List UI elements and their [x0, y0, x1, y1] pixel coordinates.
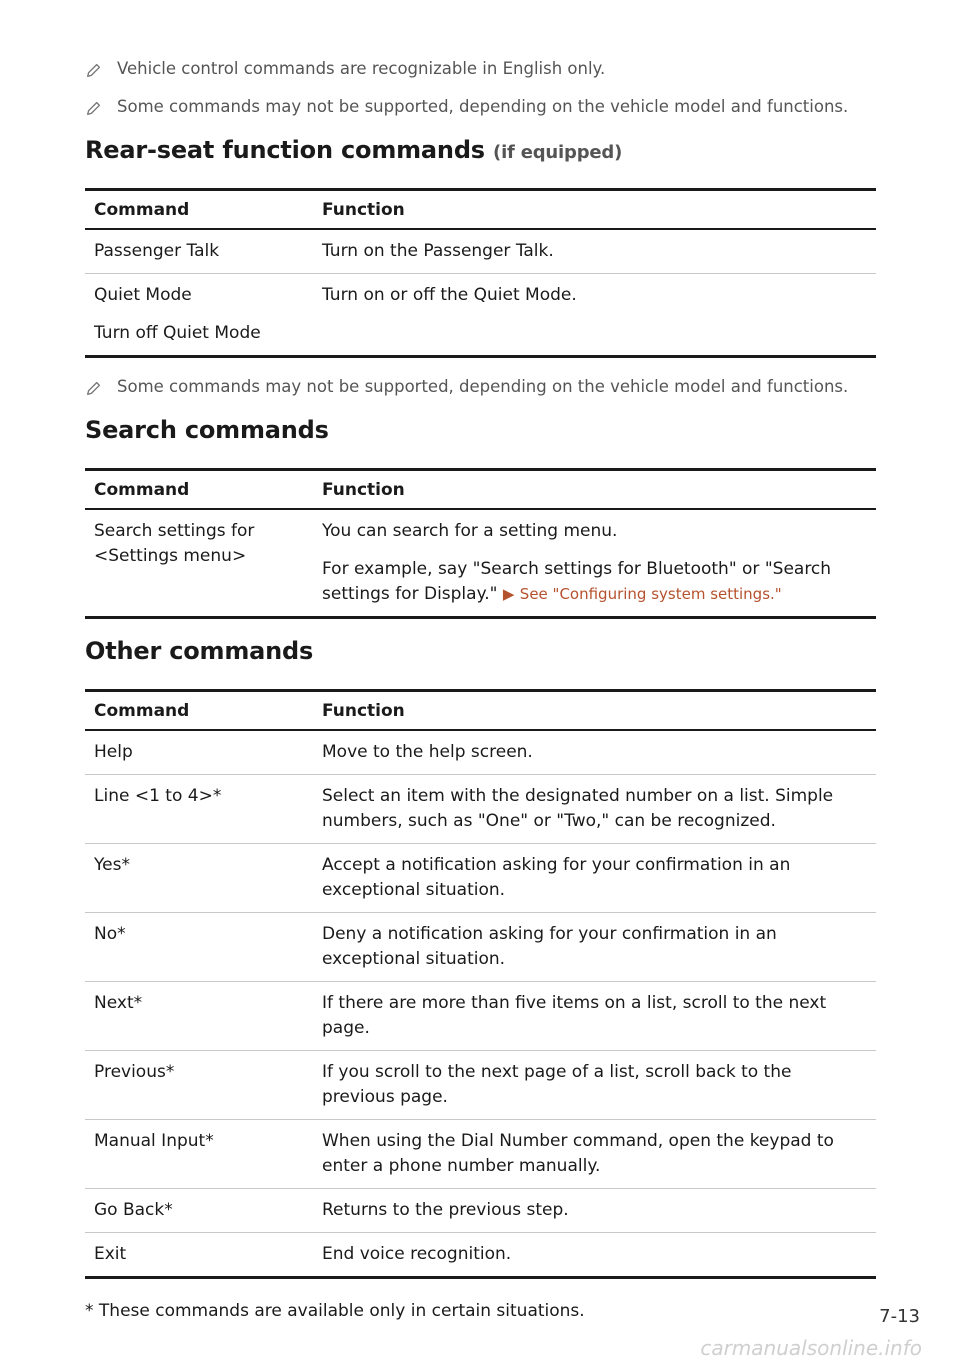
- header-command: Command: [85, 190, 313, 230]
- header-command: Command: [85, 470, 313, 510]
- function-cell: Move to the help screen.: [313, 730, 876, 775]
- example-text: For example, say "Search settings for Bluetooth" or "Search settings for Display.": [322, 559, 832, 604]
- command-cell: Go Back*: [85, 1189, 313, 1233]
- function-cell: If there are more than five items on a list, scroll to the next page.: [313, 982, 876, 1051]
- command-cell: Yes*: [85, 844, 313, 913]
- note: [85, 96, 876, 118]
- command-cell: Next*: [85, 982, 313, 1051]
- note: [85, 58, 876, 80]
- note-text: Some commands may not be supported, depending on the vehicle model and functions.: [117, 377, 849, 396]
- function-cell: Select an item with the designated number on a list. Simple numbers, such as "One" or "Two," can be recognized.: [313, 775, 876, 844]
- footnote: * These commands are available only in certain situations.: [85, 1301, 585, 1321]
- command-cell: Manual Input*: [85, 1120, 313, 1189]
- section-title-other: [85, 637, 876, 665]
- header-function: Function: [313, 470, 876, 510]
- watermark: carmanualsonline.info: [700, 1336, 922, 1360]
- note-text: Vehicle control commands are recognizable in English only.: [117, 59, 606, 78]
- note-text: Some commands may not be supported, depending on the vehicle model and functions.: [117, 97, 849, 116]
- pencil-note-icon: [85, 376, 117, 397]
- command-cell: Help: [85, 730, 313, 775]
- section-subtitle: (if equipped): [493, 142, 623, 163]
- page-content: [85, 58, 876, 1321]
- table-row: [85, 509, 876, 618]
- command-text: Quiet Mode: [94, 285, 192, 305]
- command-cell: [85, 274, 313, 357]
- header-function: Function: [313, 190, 876, 230]
- table-row: [85, 844, 876, 913]
- table-row: [85, 1189, 876, 1233]
- command-cell: Line <1 to 4>*: [85, 775, 313, 844]
- function-cell: If you scroll to the next page of a list, scroll back to the previous page.: [313, 1051, 876, 1120]
- function-cell: Returns to the previous step.: [313, 1189, 876, 1233]
- section-title-rear-seat: [85, 136, 876, 164]
- function-text: [322, 557, 867, 607]
- section-title: Other commands: [85, 637, 314, 665]
- cross-reference-link[interactable]: See "Configuring system settings.": [519, 585, 782, 603]
- function-cell: Accept a notification asking for your confirmation in an exceptional situation.: [313, 844, 876, 913]
- command-cell: Search settings for <Settings menu>: [85, 509, 313, 618]
- table-row: [85, 274, 876, 357]
- pencil-note-icon: [85, 96, 117, 117]
- function-cell: Turn on or off the Quiet Mode.: [313, 274, 876, 357]
- page-number: 7-13: [879, 1306, 920, 1327]
- section-title: Search commands: [85, 416, 329, 444]
- table-row: [85, 730, 876, 775]
- command-cell: Passenger Talk: [85, 229, 313, 274]
- section-title-search: [85, 416, 876, 444]
- command-text: Turn off Quiet Mode: [94, 323, 261, 343]
- function-cell: [313, 509, 876, 618]
- table-row: [85, 229, 876, 274]
- command-cell: Exit: [85, 1233, 313, 1278]
- function-cell: End voice recognition.: [313, 1233, 876, 1278]
- table-row: [85, 1120, 876, 1189]
- cross-reference-arrow-icon: ▶: [502, 585, 515, 603]
- header-command: Command: [85, 691, 313, 731]
- table-row: [85, 1051, 876, 1120]
- function-cell: When using the Dial Number command, open the keypad to enter a phone number manually.: [313, 1120, 876, 1189]
- table-row: [85, 1233, 876, 1278]
- table-row: [85, 913, 876, 982]
- table-row: [85, 982, 876, 1051]
- function-cell: Deny a notification asking for your confirmation in an exceptional situation.: [313, 913, 876, 982]
- table-row: [85, 775, 876, 844]
- note: [85, 376, 876, 398]
- command-cell: Previous*: [85, 1051, 313, 1120]
- other-table: [85, 689, 876, 1279]
- function-text: You can search for a setting menu.: [322, 521, 618, 541]
- header-function: Function: [313, 691, 876, 731]
- function-cell: Turn on the Passenger Talk.: [313, 229, 876, 274]
- rear-seat-table: [85, 188, 876, 358]
- command-cell: No*: [85, 913, 313, 982]
- search-table: [85, 468, 876, 619]
- pencil-note-icon: [85, 58, 117, 79]
- section-title: Rear-seat function commands: [85, 136, 485, 164]
